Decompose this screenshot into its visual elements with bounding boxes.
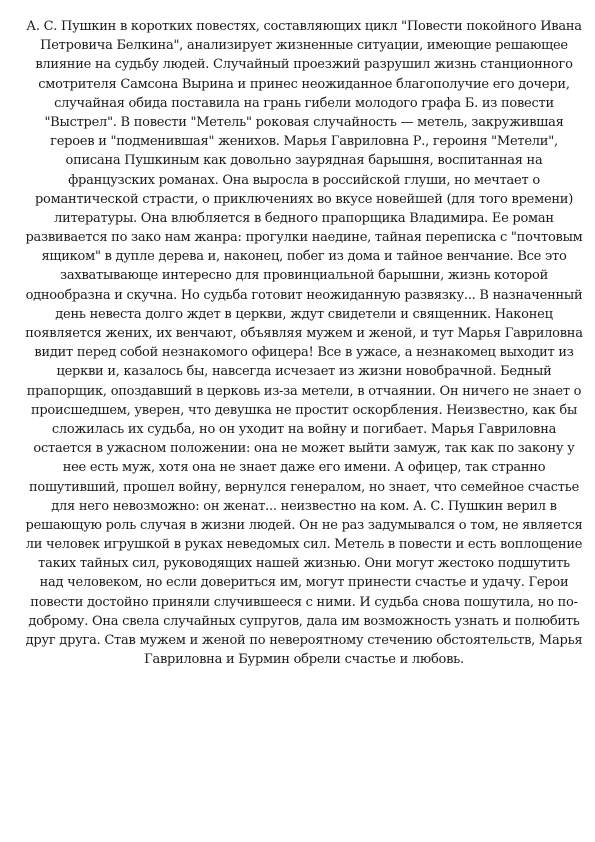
text-line: "Выстрел". В повести "Метель" роковая случайность — метель, закружившая [44, 114, 564, 130]
text-line: смотрителя Самсона Вырина и принес неожиданное благополучие его дочери, [38, 76, 570, 92]
text-line: доброму. Она свела случайных супругов, дала им возможность узнать и полюбить [28, 613, 580, 629]
text-line: друг друга. Став мужем и женой по невероятному стечению обстоятельств, Марья [25, 633, 583, 648]
text-line: появляется жених, их венчают, объявляя мужем и женой, и тут Марья Гавриловна [25, 326, 583, 341]
text-line: церкви и, казалось бы, навсегда исчезает из жизни новобрачной. Бедный [56, 364, 552, 380]
essay-text [24, 17, 584, 669]
text-line: повести достойно приняли случившееся с ними. И судьба снова пошутила, но по- [30, 594, 578, 610]
text-line: описана Пушкиным как довольно заурядная барышня, воспитанная на [65, 153, 543, 169]
text-line: романтической страсти, о приключениях во вкусе новейшей (для того времени) [34, 191, 574, 207]
text-line: день невеста долго ждет в церкви, ждут свидетели и священник. Наконец [55, 306, 553, 322]
text-line: героев и "подменившая" женихов. Марья Гавриловна Р., героиня "Метели", [50, 134, 558, 150]
text-line: случайная обида поставила на грань гибели молодого графа Б. из повести [54, 95, 554, 111]
text-line: литературы. Она влюбляется в бедного прапорщика Владимира. Ее роман [54, 210, 554, 226]
text-line: захватывающе интересно для провинциальной барышни, жизнь которой [60, 268, 548, 284]
text-line: пошутивший, прошел войну, вернулся генералом, но знает, что семейное счастье [28, 479, 580, 495]
text-line: Гавриловна и Бурмин обрели счастье и любовь. [144, 652, 464, 668]
text-line: нее есть муж, хотя она не знает даже его имени. А офицер, так странно [62, 460, 546, 476]
text-line: сложилась их судьба, но он уходит на войну и погибает. Марья Гавриловна [51, 421, 557, 437]
text-line: таких тайных сил, руководящих нашей жизнью. Они могут жестоко подшутить [38, 556, 570, 572]
text-line: развивается по зако нам жанра: прогулки наедине, тайная переписка с "почтовым [25, 230, 583, 246]
text-line: А. С. Пушкин в коротких повестях, составляющих цикл "Повести покойного Ивана [26, 19, 582, 34]
text-line: однообразна и скучна. Но судьба готовит неожиданную развязку... В назначенный [25, 287, 583, 303]
text-line: видит перед собой незнакомого офицера! Все в ужасе, а незнакомец выходит из [34, 345, 574, 361]
text-line: Петровича Белкина", анализирует жизненные ситуации, имеющие решающее [40, 38, 568, 54]
text-line: ли человек игрушкой в руках неведомых сил. Метель в повести и есть воплощение [25, 537, 583, 553]
text-line: над человеком, но если довериться им, могут принести счастье и удачу. Герои [39, 575, 569, 591]
text-line: влияние на судьбу людей. Случайный проезжий разрушил жизнь станционного [35, 57, 573, 73]
text-line: прапорщик, опоздавший в церковь из-за метели, в отчаянии. Он ничего не знает о [26, 383, 582, 399]
text-line: ящиком" в дупле дерева и, наконец, побег из дома и тайное венчание. Все это [41, 249, 567, 265]
text-line: для него невозможно: он женат... неизвестно на ком. А. С. Пушкин верил в [51, 498, 557, 514]
text-line: происшедшем, уверен, что девушка не простит оскорбления. Неизвестно, как бы [30, 402, 578, 418]
text-line: решающую роль случая в жизни людей. Он не раз задумывался о том, не является [25, 517, 583, 533]
text-line: остается в ужасном положении: она не может выйти замуж, так как по закону у [33, 441, 575, 457]
text-line: французских романах. Она выросла в российской глуши, но мечтает о [68, 172, 540, 188]
